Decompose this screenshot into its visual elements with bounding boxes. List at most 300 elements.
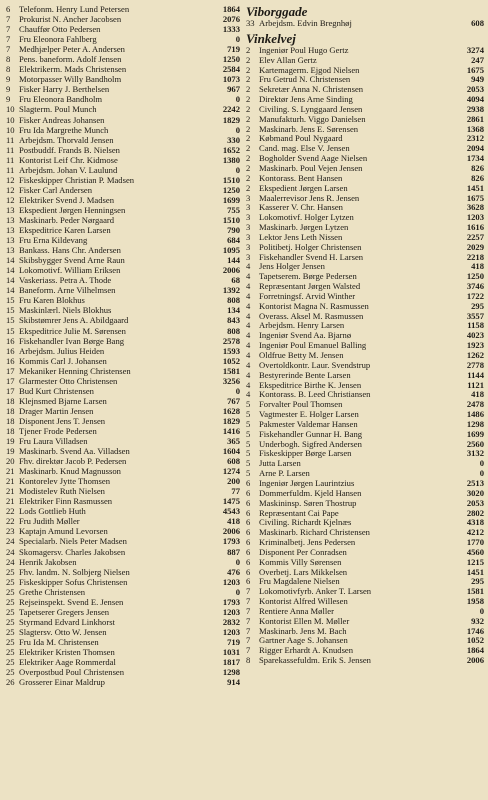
- house-number: 7: [246, 625, 251, 636]
- resident-entry: Bud Kurt Christensen: [19, 385, 94, 396]
- list-item: [246, 577, 484, 587]
- house-number: 2: [246, 153, 251, 164]
- amount: 1121: [467, 379, 484, 390]
- house-number: 14: [6, 285, 15, 296]
- list-item: [6, 346, 240, 356]
- list-item: [246, 597, 484, 607]
- house-number: 7: [246, 586, 251, 597]
- resident-entry: Lokomotivfyrb. Anker T. Larsen: [259, 587, 372, 597]
- amount: 1770: [466, 537, 484, 548]
- list-item: [6, 195, 240, 205]
- house-number: 6: [6, 4, 11, 14]
- resident-entry: Købmand Poul Nygaard: [259, 134, 343, 144]
- amount: 4212: [466, 527, 484, 538]
- house-number: 4: [246, 340, 251, 351]
- house-number: 4: [246, 379, 251, 390]
- house-number: 6: [246, 576, 251, 587]
- resident-entry: Modistelev Ruth Nielsen: [19, 486, 105, 497]
- resident-entry: Repræsentant Jørgen Walsted: [259, 282, 361, 292]
- resident-entry: Prokurist N. Ancher Jacobsen: [19, 14, 122, 25]
- house-number: 6: [246, 507, 251, 518]
- amount: 967: [227, 84, 240, 95]
- amount: 2802: [466, 507, 484, 518]
- list-item: [246, 420, 484, 430]
- amount: 0: [235, 556, 240, 567]
- house-number: 21: [6, 486, 15, 497]
- list-item: [246, 85, 484, 95]
- resident-entry: Mekaniker Henning Christensen: [19, 365, 131, 376]
- resident-entry: Maskinarb. Peder Nørgaard: [19, 214, 115, 225]
- list-item: [6, 34, 240, 44]
- list-item: [246, 509, 484, 519]
- house-number: 24: [6, 536, 15, 547]
- house-number: 2: [246, 103, 251, 114]
- house-number: 13: [6, 225, 15, 236]
- resident-entry: Fru Ida M. Christensen: [19, 636, 99, 647]
- house-number: 6: [246, 537, 251, 548]
- house-number: 3: [246, 241, 251, 252]
- amount: 1250: [222, 184, 240, 195]
- resident-entry: Kontorist Alfred Willesen: [259, 597, 348, 607]
- resident-entry: Lokomotivf. Holger Lytzen: [259, 213, 354, 223]
- list-item: [246, 548, 484, 558]
- amount: 1793: [222, 596, 240, 607]
- amount: 2861: [466, 113, 484, 124]
- house-number: 25: [6, 616, 15, 627]
- house-number: 2: [246, 133, 251, 144]
- amount: 2778: [466, 359, 484, 370]
- list-item: [6, 436, 240, 446]
- resident-entry: Rejseinspekt. Svend E. Jensen: [19, 596, 124, 607]
- list-item: [246, 440, 484, 450]
- amount: 4318: [466, 517, 484, 528]
- amount: 2218: [466, 251, 484, 262]
- resident-entry: Fhv. direktør Jacob P. Pedersen: [19, 456, 127, 467]
- list-item: [6, 44, 240, 54]
- amount: 1675: [466, 64, 484, 75]
- resident-entry: Tapetserem. Børge Pedersen: [259, 272, 357, 282]
- house-number: 16: [6, 335, 15, 346]
- list-item: [6, 657, 240, 667]
- amount: 2076: [222, 14, 240, 25]
- list-item: [6, 255, 240, 265]
- list-item: [6, 295, 240, 305]
- list-item: [246, 636, 484, 646]
- list-item: [6, 14, 240, 24]
- resident-entry: Grosserer Einar Maldrup: [19, 677, 105, 688]
- list-item: [6, 215, 240, 225]
- resident-entry: Arbejdsm. Edvin Bregnhøj: [259, 19, 352, 28]
- resident-entry: Kontorass. Bent Hansen: [259, 173, 343, 183]
- list-item: [6, 446, 240, 456]
- amount: 1652: [222, 144, 240, 155]
- list-item: [246, 203, 484, 213]
- amount: 1581: [466, 586, 484, 597]
- resident-entry: Fisker Harry J. Berthelsen: [19, 84, 110, 95]
- resident-entry: Fru Judith Møller: [19, 516, 80, 527]
- amount: 1250: [222, 54, 240, 65]
- house-number: 17: [6, 365, 15, 376]
- amount: 608: [227, 456, 240, 467]
- list-item: [6, 476, 240, 486]
- amount: 2938: [466, 103, 484, 114]
- amount: 1817: [222, 657, 240, 668]
- resident-entry: Kontorist Ellen M. Møller: [259, 616, 350, 626]
- amount: 2257: [466, 231, 484, 242]
- resident-entry: Bestyrerinde Bente Larsen: [259, 370, 351, 380]
- amount: 1510: [222, 174, 240, 185]
- house-number: 25: [6, 606, 15, 617]
- amount: 1699: [222, 194, 240, 205]
- list-item: [6, 396, 240, 406]
- resident-entry: Forretningsf. Arvid Winther: [259, 291, 356, 301]
- house-number: 21: [6, 496, 15, 507]
- house-number: 22: [6, 516, 15, 527]
- house-number: 16: [6, 355, 15, 366]
- house-number: 19: [6, 436, 15, 447]
- amount: 3274: [466, 44, 484, 55]
- resident-entry: Elev Allan Gertz: [259, 55, 317, 65]
- list-item: [6, 275, 240, 285]
- list-item: [6, 265, 240, 275]
- amount: 2560: [466, 438, 484, 449]
- resident-entry: Arbejdsm. Thorvald Jensen: [19, 134, 114, 145]
- list-item: [246, 617, 484, 627]
- house-number: 12: [6, 194, 15, 205]
- resident-entry: Telefonm. Henry Lund Petersen: [19, 4, 130, 14]
- amount: 1829: [222, 114, 240, 125]
- house-number: 25: [6, 647, 15, 657]
- house-number: 10: [6, 124, 15, 135]
- amount: 295: [471, 576, 484, 587]
- list-item: [246, 321, 484, 331]
- house-number: 13: [6, 214, 15, 225]
- amount: 418: [471, 261, 484, 272]
- list-item: [6, 386, 240, 396]
- house-number: 14: [6, 265, 15, 276]
- amount: 0: [235, 94, 240, 105]
- resident-entry: Klejnsmed Bjarne Larsen: [19, 395, 107, 406]
- house-number: 8: [246, 655, 251, 666]
- house-number: 9: [6, 74, 11, 85]
- resident-entry: Gartner Aage S. Johansen: [259, 636, 348, 646]
- list-item: [246, 627, 484, 637]
- resident-entry: Manufakturh. Viggo Danielsen: [259, 114, 366, 124]
- house-number: 16: [6, 345, 15, 356]
- house-number: 6: [246, 497, 251, 508]
- list-item: [246, 302, 484, 312]
- amount: 1073: [222, 74, 240, 85]
- amount: 2006: [222, 526, 240, 537]
- resident-entry: Maskinarb. Jørgen Lytzen: [259, 223, 349, 233]
- list-item: [6, 647, 240, 657]
- list-item: [6, 54, 240, 64]
- list-item: [246, 607, 484, 617]
- list-item: [6, 667, 240, 677]
- list-item: [246, 361, 484, 371]
- amount: 1392: [222, 285, 240, 296]
- resident-entry: Dommerfuldm. Kjeld Hansen: [259, 488, 362, 498]
- list-item: [6, 366, 240, 376]
- house-number: 7: [6, 14, 11, 25]
- list-item: [246, 223, 484, 233]
- house-number: 4: [246, 310, 251, 321]
- resident-entry: Maskinarb. Svend Aa. Villadsen: [19, 446, 130, 457]
- list-item: [246, 125, 484, 135]
- amount: 719: [227, 636, 240, 647]
- house-number: 4: [246, 359, 251, 370]
- house-number: 3: [246, 202, 251, 213]
- amount: 1095: [222, 245, 240, 256]
- list-item: [246, 174, 484, 184]
- house-number: 4: [246, 300, 251, 311]
- list-item: [6, 24, 240, 34]
- amount: 1416: [222, 425, 240, 436]
- house-number: 14: [6, 255, 15, 266]
- list-item: [246, 312, 484, 322]
- amount: 1829: [222, 415, 240, 426]
- list-item: [6, 637, 240, 647]
- house-number: 22: [6, 506, 15, 517]
- amount: 0: [479, 468, 484, 479]
- list-item: [246, 518, 484, 528]
- resident-entry: Fisker Carl Andersen: [19, 184, 93, 195]
- list-item: [6, 587, 240, 597]
- house-number: 18: [6, 425, 15, 436]
- list-item: [6, 145, 240, 155]
- amount: 1158: [467, 320, 484, 331]
- amount: 1581: [222, 365, 240, 376]
- list-item: [6, 506, 240, 516]
- amount: 2242: [222, 104, 240, 115]
- house-number: 10: [6, 104, 15, 115]
- list-item: [246, 115, 484, 125]
- amount: 1298: [466, 418, 484, 429]
- resident-entry: Tjener Frode Pedersen: [19, 425, 97, 436]
- list-item: [246, 95, 484, 105]
- list-item: [246, 558, 484, 568]
- list-item: [6, 627, 240, 637]
- amount: 134: [227, 305, 240, 316]
- list-item: [6, 84, 240, 94]
- house-number: 13: [6, 204, 15, 215]
- resident-entry: Maskininsp. Søren Thostrup: [259, 498, 357, 508]
- house-number: 7: [6, 44, 11, 55]
- resident-entry: Fiskeskipper Sofus Christensen: [19, 576, 128, 587]
- list-item: [6, 526, 240, 536]
- amount: 1593: [222, 345, 240, 356]
- amount: 3256: [222, 375, 240, 386]
- list-item: [246, 213, 484, 223]
- amount: 3628: [466, 202, 484, 213]
- resident-entry: Henrik Jakobsen: [19, 556, 77, 567]
- list-item: [246, 538, 484, 548]
- resident-entry: Fiskeskipper Børge Larsen: [259, 449, 352, 459]
- resident-entry: Ekspedient Jørgen Henningsen: [19, 204, 126, 215]
- resident-entry: Glarmester Otto Christensen: [19, 375, 118, 386]
- list-item: [6, 4, 240, 14]
- resident-entry: Overtoldkontr. Laur. Svendstrup: [259, 360, 371, 370]
- resident-entry: Vaskeriass. Petra A. Thode: [19, 275, 112, 286]
- list-item: [246, 154, 484, 164]
- resident-entry: Rigger Erhardt A. Knudsen: [259, 646, 354, 656]
- list-item: [246, 184, 484, 194]
- list-item: [6, 486, 240, 496]
- resident-entry: Fru Erna Kildevang: [19, 235, 88, 246]
- house-number: 23: [6, 526, 15, 537]
- list-item: [6, 285, 240, 295]
- list-item: [246, 144, 484, 154]
- amount: 418: [471, 389, 484, 400]
- list-item: [6, 135, 240, 145]
- list-item: [6, 466, 240, 476]
- resident-entry: Ekspeditrice Julie M. Sørensen: [19, 325, 126, 336]
- list-item: [246, 243, 484, 253]
- list-item: [246, 164, 484, 174]
- resident-entry: Ekspedient Jørgen Larsen: [259, 183, 348, 193]
- list-item: [246, 194, 484, 204]
- resident-entry: Kriminalbetj. Jens Pedersen: [259, 538, 356, 548]
- resident-entry: Maskinarb. Richard Christensen: [259, 528, 370, 538]
- amount: 2006: [222, 265, 240, 276]
- resident-entry: Ingeniør Jørgen Laurintzius: [259, 478, 355, 488]
- house-number: 7: [6, 34, 11, 45]
- amount: 2578: [222, 335, 240, 346]
- list-item: [6, 536, 240, 546]
- house-number: 3: [246, 212, 251, 223]
- house-number: 2: [246, 44, 251, 55]
- amount: 1262: [466, 350, 484, 360]
- list-item: [6, 305, 240, 315]
- resident-entry: Pens. baneform. Adolf Jensen: [19, 54, 122, 65]
- resident-entry: Arbejdsm. Henry Larsen: [259, 321, 345, 331]
- house-number: 4: [246, 369, 251, 380]
- resident-entry: Fru Getrud N. Christensen: [259, 75, 351, 85]
- house-number: 15: [6, 325, 15, 336]
- list-item: [6, 64, 240, 74]
- house-number: 21: [6, 476, 15, 487]
- house-number: 15: [6, 305, 15, 316]
- house-number: 12: [6, 184, 15, 195]
- resident-entry: Fisker Andreas Johansen: [19, 114, 105, 125]
- resident-entry: Kommis Villy Sørensen: [259, 557, 342, 567]
- amount: 1734: [466, 153, 484, 164]
- amount: 914: [227, 677, 240, 688]
- amount: 887: [227, 546, 240, 557]
- resident-entry: Arbejdsm. Johan V. Laulund: [19, 164, 118, 175]
- amount: 2094: [466, 143, 484, 154]
- amount: 1675: [466, 192, 484, 203]
- amount: 418: [227, 516, 240, 527]
- list-item: [6, 115, 240, 125]
- list-item: [246, 646, 484, 656]
- list-item: [246, 489, 484, 499]
- amount: 4560: [466, 546, 484, 557]
- amount: 767: [227, 395, 240, 406]
- amount: 1203: [466, 212, 484, 223]
- list-item: [246, 656, 484, 666]
- house-number: 7: [246, 596, 251, 607]
- amount: 200: [227, 476, 240, 487]
- amount: 3746: [466, 281, 484, 292]
- house-number: 25: [6, 586, 15, 597]
- resident-entry: Overbetj. Lars Mikkelsen: [259, 567, 348, 577]
- house-number: 18: [6, 405, 15, 416]
- house-number: 18: [6, 395, 15, 406]
- resident-entry: Sekretær Anna N. Christensen: [259, 85, 364, 95]
- amount: 1368: [466, 123, 484, 134]
- amount: 2478: [466, 399, 484, 410]
- house-number: 5: [246, 418, 251, 429]
- amount: 1052: [222, 355, 240, 366]
- amount: 77: [231, 486, 240, 497]
- amount: 790: [227, 225, 240, 236]
- amount: 1510: [222, 214, 240, 225]
- house-number: 2: [246, 123, 251, 134]
- amount: 295: [471, 300, 484, 311]
- resident-entry: Fru Eleonora Bandholm: [19, 94, 103, 105]
- list-item: [6, 326, 240, 336]
- resident-entry: Cand. mag. Else V. Jensen: [259, 144, 350, 154]
- house-number: 8: [6, 54, 11, 65]
- list-item: [246, 292, 484, 302]
- house-number: 25: [6, 596, 15, 607]
- amount: 3020: [466, 487, 484, 498]
- list-item: [246, 56, 484, 66]
- house-number: 11: [6, 154, 15, 165]
- house-number: 24: [6, 546, 15, 557]
- list-item: [246, 262, 484, 272]
- list-item: [6, 416, 240, 426]
- resident-entry: Lektor Jens Leth Nissen: [259, 232, 343, 242]
- resident-entry: Overpostbud Poul Christensen: [19, 667, 125, 678]
- house-number: 21: [6, 466, 15, 477]
- list-item: [246, 381, 484, 391]
- resident-entry: Ingeniør Svend Aa. Bjarnø: [259, 331, 352, 341]
- house-number: 4: [246, 320, 251, 331]
- resident-entry: Elektriker Aage Rommerdal: [19, 657, 116, 668]
- list-item: [246, 331, 484, 341]
- resident-entry: Specialarb. Niels Peter Madsen: [19, 536, 127, 547]
- resident-entry: Ekspeditrice Karen Larsen: [19, 225, 111, 236]
- resident-entry: Elektriker Finn Rasmussen: [19, 496, 113, 507]
- house-number: 6: [246, 566, 251, 577]
- house-number: 6: [246, 477, 251, 488]
- amount: 1793: [222, 536, 240, 547]
- list-item: [6, 104, 240, 114]
- house-number: 18: [6, 415, 15, 426]
- list-item: [6, 185, 240, 195]
- amount: 2832: [222, 616, 240, 627]
- house-number: 5: [246, 438, 251, 449]
- house-number: 2: [246, 94, 251, 105]
- resident-entry: Underbogh. Sigfred Andersen: [259, 439, 362, 449]
- list-item: [246, 528, 484, 538]
- list-item: [246, 371, 484, 381]
- amount: 1864: [466, 645, 484, 656]
- resident-entry: Kartemagerm. Ejgod Nielsen: [259, 65, 360, 75]
- house-number: 7: [6, 24, 11, 35]
- house-number: 4: [246, 261, 251, 272]
- amount: 808: [227, 325, 240, 336]
- house-number: 6: [246, 517, 251, 528]
- amount: 932: [471, 615, 484, 626]
- list-item: [246, 66, 484, 76]
- resident-entry: Politibetj. Holger Christensen: [259, 242, 362, 252]
- amount: 1864: [222, 4, 240, 14]
- list-item: [6, 496, 240, 506]
- list-item: [246, 19, 484, 29]
